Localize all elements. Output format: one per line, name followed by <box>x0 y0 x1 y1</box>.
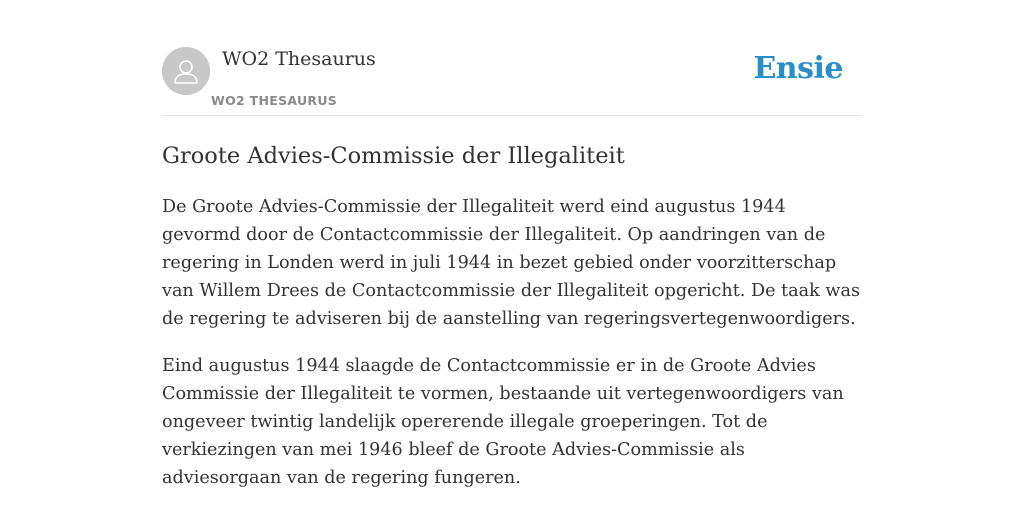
article-title: Groote Advies-Commissie der Illegaliteit <box>162 143 625 169</box>
author-name[interactable]: WO2 Thesaurus <box>222 48 376 70</box>
author-source-label[interactable]: WO2 THESAURUS <box>211 93 338 108</box>
author-header <box>162 0 862 116</box>
ensie-logo[interactable]: Ensie <box>753 51 843 86</box>
article-paragraph: De Groote Advies-Commissie der Illegaliteit werd eind augustus 1944 gevormd door de Contactcommissie der Illegaliteit. Op aandringen van de regering in Londen werd in juli 1944 in bezet gebied onder voorzitterschap van Willem Drees de Contactcommissie der Illegaliteit opgericht. De taak was de regering te adviseren bij de aanstelling van regeringsvertegenwoordigers. <box>162 197 860 329</box>
article-paragraph: Eind augustus 1944 slaagde de Contactcommissie er in de Groote Advies Commissie der Illegaliteit te vormen, bestaande uit vertegenwoordigers van ongeveer twintig landelijk opererende illegale groeperingen. Tot de verkiezingen van mei 1946 bleef de Groote Advies-Commissie als adviesorgaan van de regering fungeren. <box>162 356 844 488</box>
avatar[interactable] <box>162 47 210 95</box>
user-placeholder-icon <box>162 47 210 95</box>
article-page <box>162 0 862 492</box>
